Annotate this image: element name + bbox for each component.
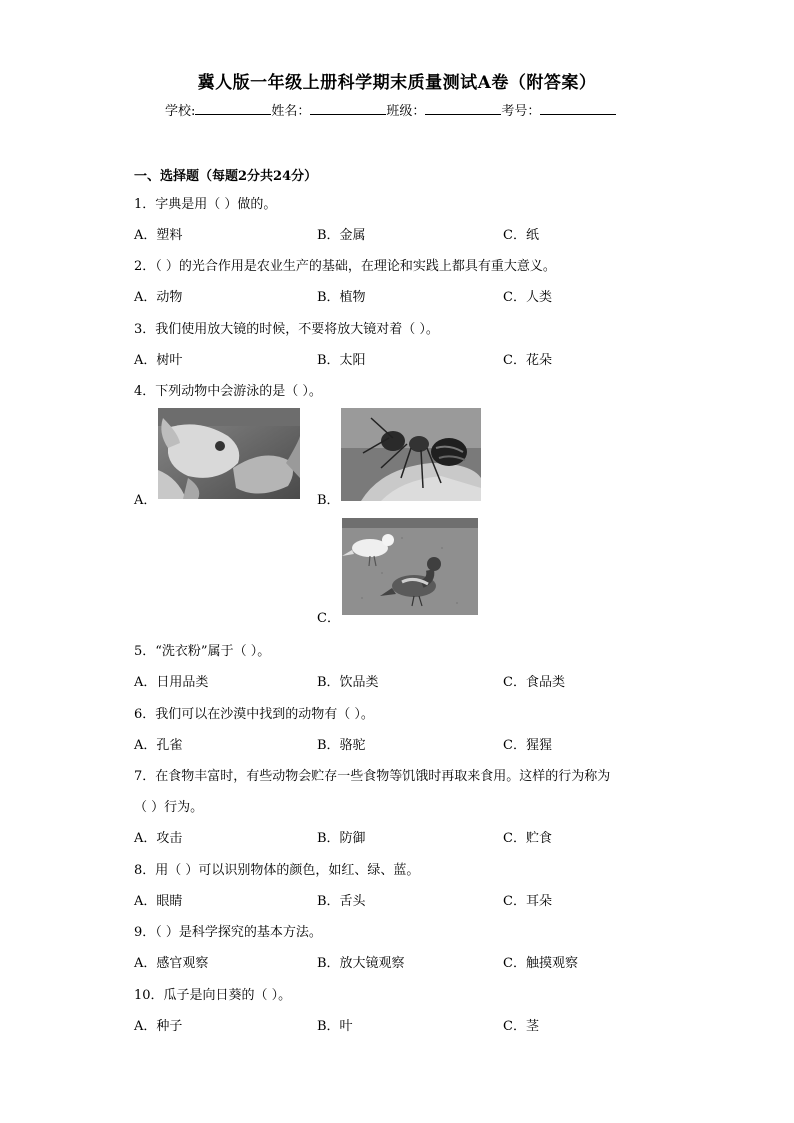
q10-option-a[interactable]: A．种子 [134,1019,183,1034]
exam-no-blank[interactable] [540,102,616,115]
q8-option-c[interactable]: C．耳朵 [503,894,552,909]
q7-option-a[interactable]: A．攻击 [134,831,183,846]
name-blank[interactable] [310,102,386,115]
question-5: 5．“洗衣粉”属于（ ）。 [134,644,271,659]
q3-option-b[interactable]: B．太阳 [317,353,366,368]
q2-option-b[interactable]: B．植物 [317,290,366,305]
q8-option-a[interactable]: A．眼睛 [134,894,183,909]
question-10: 10．瓜子是向日葵的（ ）。 [134,988,292,1003]
question-7-continued: （ ）行为。 [134,800,204,815]
q5-option-c[interactable]: C．食品类 [503,675,565,690]
exam-no-label: 考号： [501,104,541,119]
section-heading: 一、选择题（每题2分共24分） [134,169,318,184]
name-label: 姓名： [271,104,311,119]
question-1: 1．字典是用（ ）做的。 [134,197,277,212]
q6-option-b[interactable]: B．骆驼 [317,738,366,753]
question-2: 2．（ ）的光合作用是农业生产的基础，在理论和实践上都具有重大意义。 [134,259,556,274]
school-blank[interactable] [195,102,271,115]
question-4: 4．下列动物中会游泳的是（ ）。 [134,384,322,399]
page-title: 冀人版一年级上册科学期末质量测试A卷（附答案） [197,73,597,93]
pigeons-image [342,518,478,615]
q7-option-c[interactable]: C．贮食 [503,831,552,846]
pigeons-photo[interactable] [342,518,478,615]
ant-photo[interactable] [341,408,481,501]
q9-option-a[interactable]: A．感官观察 [134,956,209,971]
question-8: 8．用（ ）可以识别物体的颜色，如红、绿、蓝。 [134,863,420,878]
q7-option-b[interactable]: B．防御 [317,831,366,846]
q10-option-b[interactable]: B．叶 [317,1019,353,1034]
goldfish-image [158,408,300,499]
q8-option-b[interactable]: B．舌头 [317,894,366,909]
question-7: 7．在食物丰富时，有些动物会贮存一些食物等饥饿时再取来食用。这样的行为称为 [134,769,611,784]
q3-option-c[interactable]: C．花朵 [503,353,552,368]
q1-option-c[interactable]: C．纸 [503,228,539,243]
question-3: 3．我们使用放大镜的时候，不要将放大镜对着（ ）。 [134,322,439,337]
class-blank[interactable] [425,102,501,115]
q1-option-a[interactable]: A．塑料 [134,228,183,243]
q4-option-b[interactable]: B． [317,493,340,508]
q9-option-c[interactable]: C．触摸观察 [503,956,578,971]
q4-option-a[interactable]: A． [134,493,157,508]
q1-option-b[interactable]: B．金属 [317,228,366,243]
q6-option-a[interactable]: A．孔雀 [134,738,183,753]
question-6: 6．我们可以在沙漠中找到的动物有（ ）。 [134,707,374,722]
q5-option-a[interactable]: A．日用品类 [134,675,209,690]
school-label: 学校: [165,104,196,119]
q10-option-c[interactable]: C．茎 [503,1019,539,1034]
q3-option-a[interactable]: A．树叶 [134,353,183,368]
q4-option-c[interactable]: C． [317,611,340,626]
ant-image [341,408,481,501]
q6-option-c[interactable]: C．猩猩 [503,738,552,753]
q2-option-a[interactable]: A．动物 [134,290,183,305]
student-info-line [165,100,616,119]
question-9: 9．（ ）是科学探究的基本方法。 [134,925,322,940]
q9-option-b[interactable]: B．放大镜观察 [317,956,405,971]
class-label: 班级： [386,104,426,119]
goldfish-photo[interactable] [158,408,300,499]
q2-option-c[interactable]: C．人类 [503,290,552,305]
q5-option-b[interactable]: B．饮品类 [317,675,379,690]
